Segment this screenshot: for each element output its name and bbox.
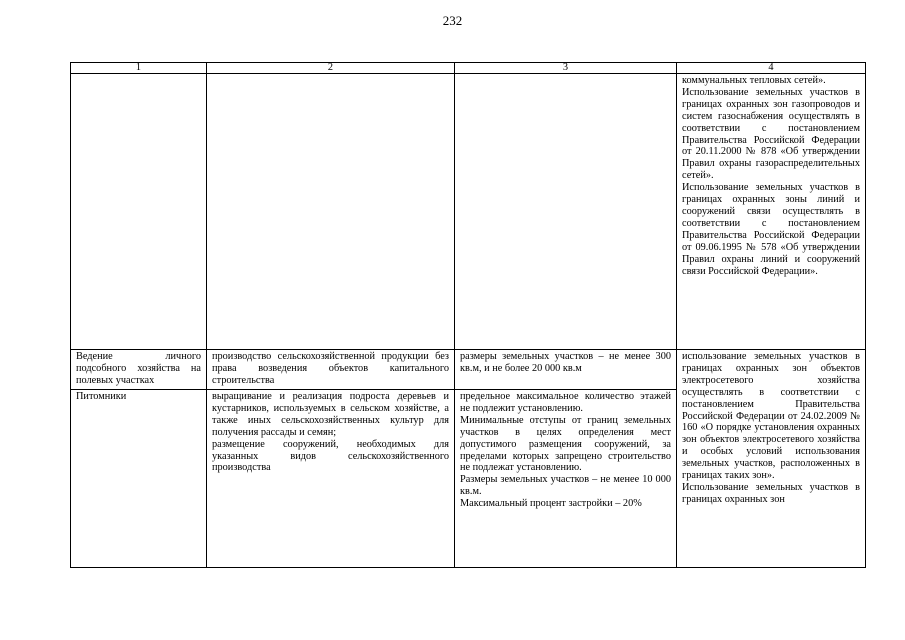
paragraph-communication-lines: Использование земельных участков в границах охранных зоны линий и сооружений связи осуществлять в соответствии с постановлением Правительства Российской Федерации от 09.06.1995 № 578 «Об утверждении Правил охраны линий и сооружений связи Российской Федерации».: [682, 182, 860, 277]
cell-empty-3: [455, 74, 677, 350]
paragraph-gas-pipelines: Использование земельных участков в границах охранных зон газопроводов и систем газоснабжения осуществлять в соответствии с постановлением Правительства Российской Федерации от 20.11.2000 № 878 «Об утверждении Правил охраны газораспределительных сетей».: [682, 86, 860, 182]
cell-activity-pitomniki: Питомники: [71, 390, 207, 568]
cell-empty-2: [207, 74, 455, 350]
paragraph-seedlings: выращивание и реализация подроста деревьев и кустарников, используемых в сельском хозяйстве, а также иных сельскохозяйственных культур для получения рассады и семян;: [212, 391, 449, 438]
page-number: 232: [442, 13, 463, 28]
paragraph-electric-grid: использование земельных участков в границах охранных зон объектов электросетевого хозяйства осуществлять в соответствии с постановлением Правительства Российской Федерации от 24.02.2009 № 160 «О порядке установления охранных зон объектов электросетевого хозяйства и особых условий использования земельных участков, расположенных в границах таких зон».: [682, 351, 860, 482]
paragraph-setbacks: Минимальные отступы от границ земельных участков в целях определения мест допустимого размещения сооружений, за пределами которых запрещено строительство не подлежат установлению.: [460, 414, 671, 474]
cell-description-vedenie: производство сельскохозяйственной продукции без права возведения объектов капитального строительства: [207, 350, 455, 390]
header-col-4: 4: [677, 63, 866, 74]
table-row-continuation: [71, 74, 866, 350]
header-col-3: 3: [455, 63, 677, 74]
paragraph-plot-size: Размеры земельных участков – не менее 10 000 кв.м.: [460, 474, 671, 498]
cell-empty-1: [71, 74, 207, 350]
paragraph-usage-continued: Использование земельных участков в границах охранных зон: [682, 481, 860, 505]
cell-col4-continuation: [677, 74, 866, 350]
cell-description-pitomniki: [207, 390, 455, 568]
cell-params-vedenie: размеры земельных участков – не менее 300 кв.м, и не более 20 000 кв.м: [455, 350, 677, 390]
cell-params-pitomniki: [455, 390, 677, 568]
table-header-row: [71, 63, 866, 74]
cell-col4-electric: [677, 350, 866, 568]
table-row-vedenie: [71, 350, 866, 390]
paragraph-build-percent: Максимальный процент застройки – 20%: [460, 498, 642, 510]
paragraph-heat-networks: коммунальных тепловых сетей».: [682, 75, 826, 86]
regulations-table: [70, 62, 866, 568]
paragraph-structures: размещение сооружений, необходимых для указанных видов сельскохозяйственного производства: [212, 438, 449, 474]
cell-activity-vedenie: Ведение личного подсобного хозяйства на полевых участках: [71, 350, 207, 390]
header-col-1: 1: [71, 63, 207, 74]
paragraph-floors: предельное максимальное количество этажей не подлежит установлению.: [460, 391, 671, 414]
header-col-2: 2: [207, 63, 455, 74]
